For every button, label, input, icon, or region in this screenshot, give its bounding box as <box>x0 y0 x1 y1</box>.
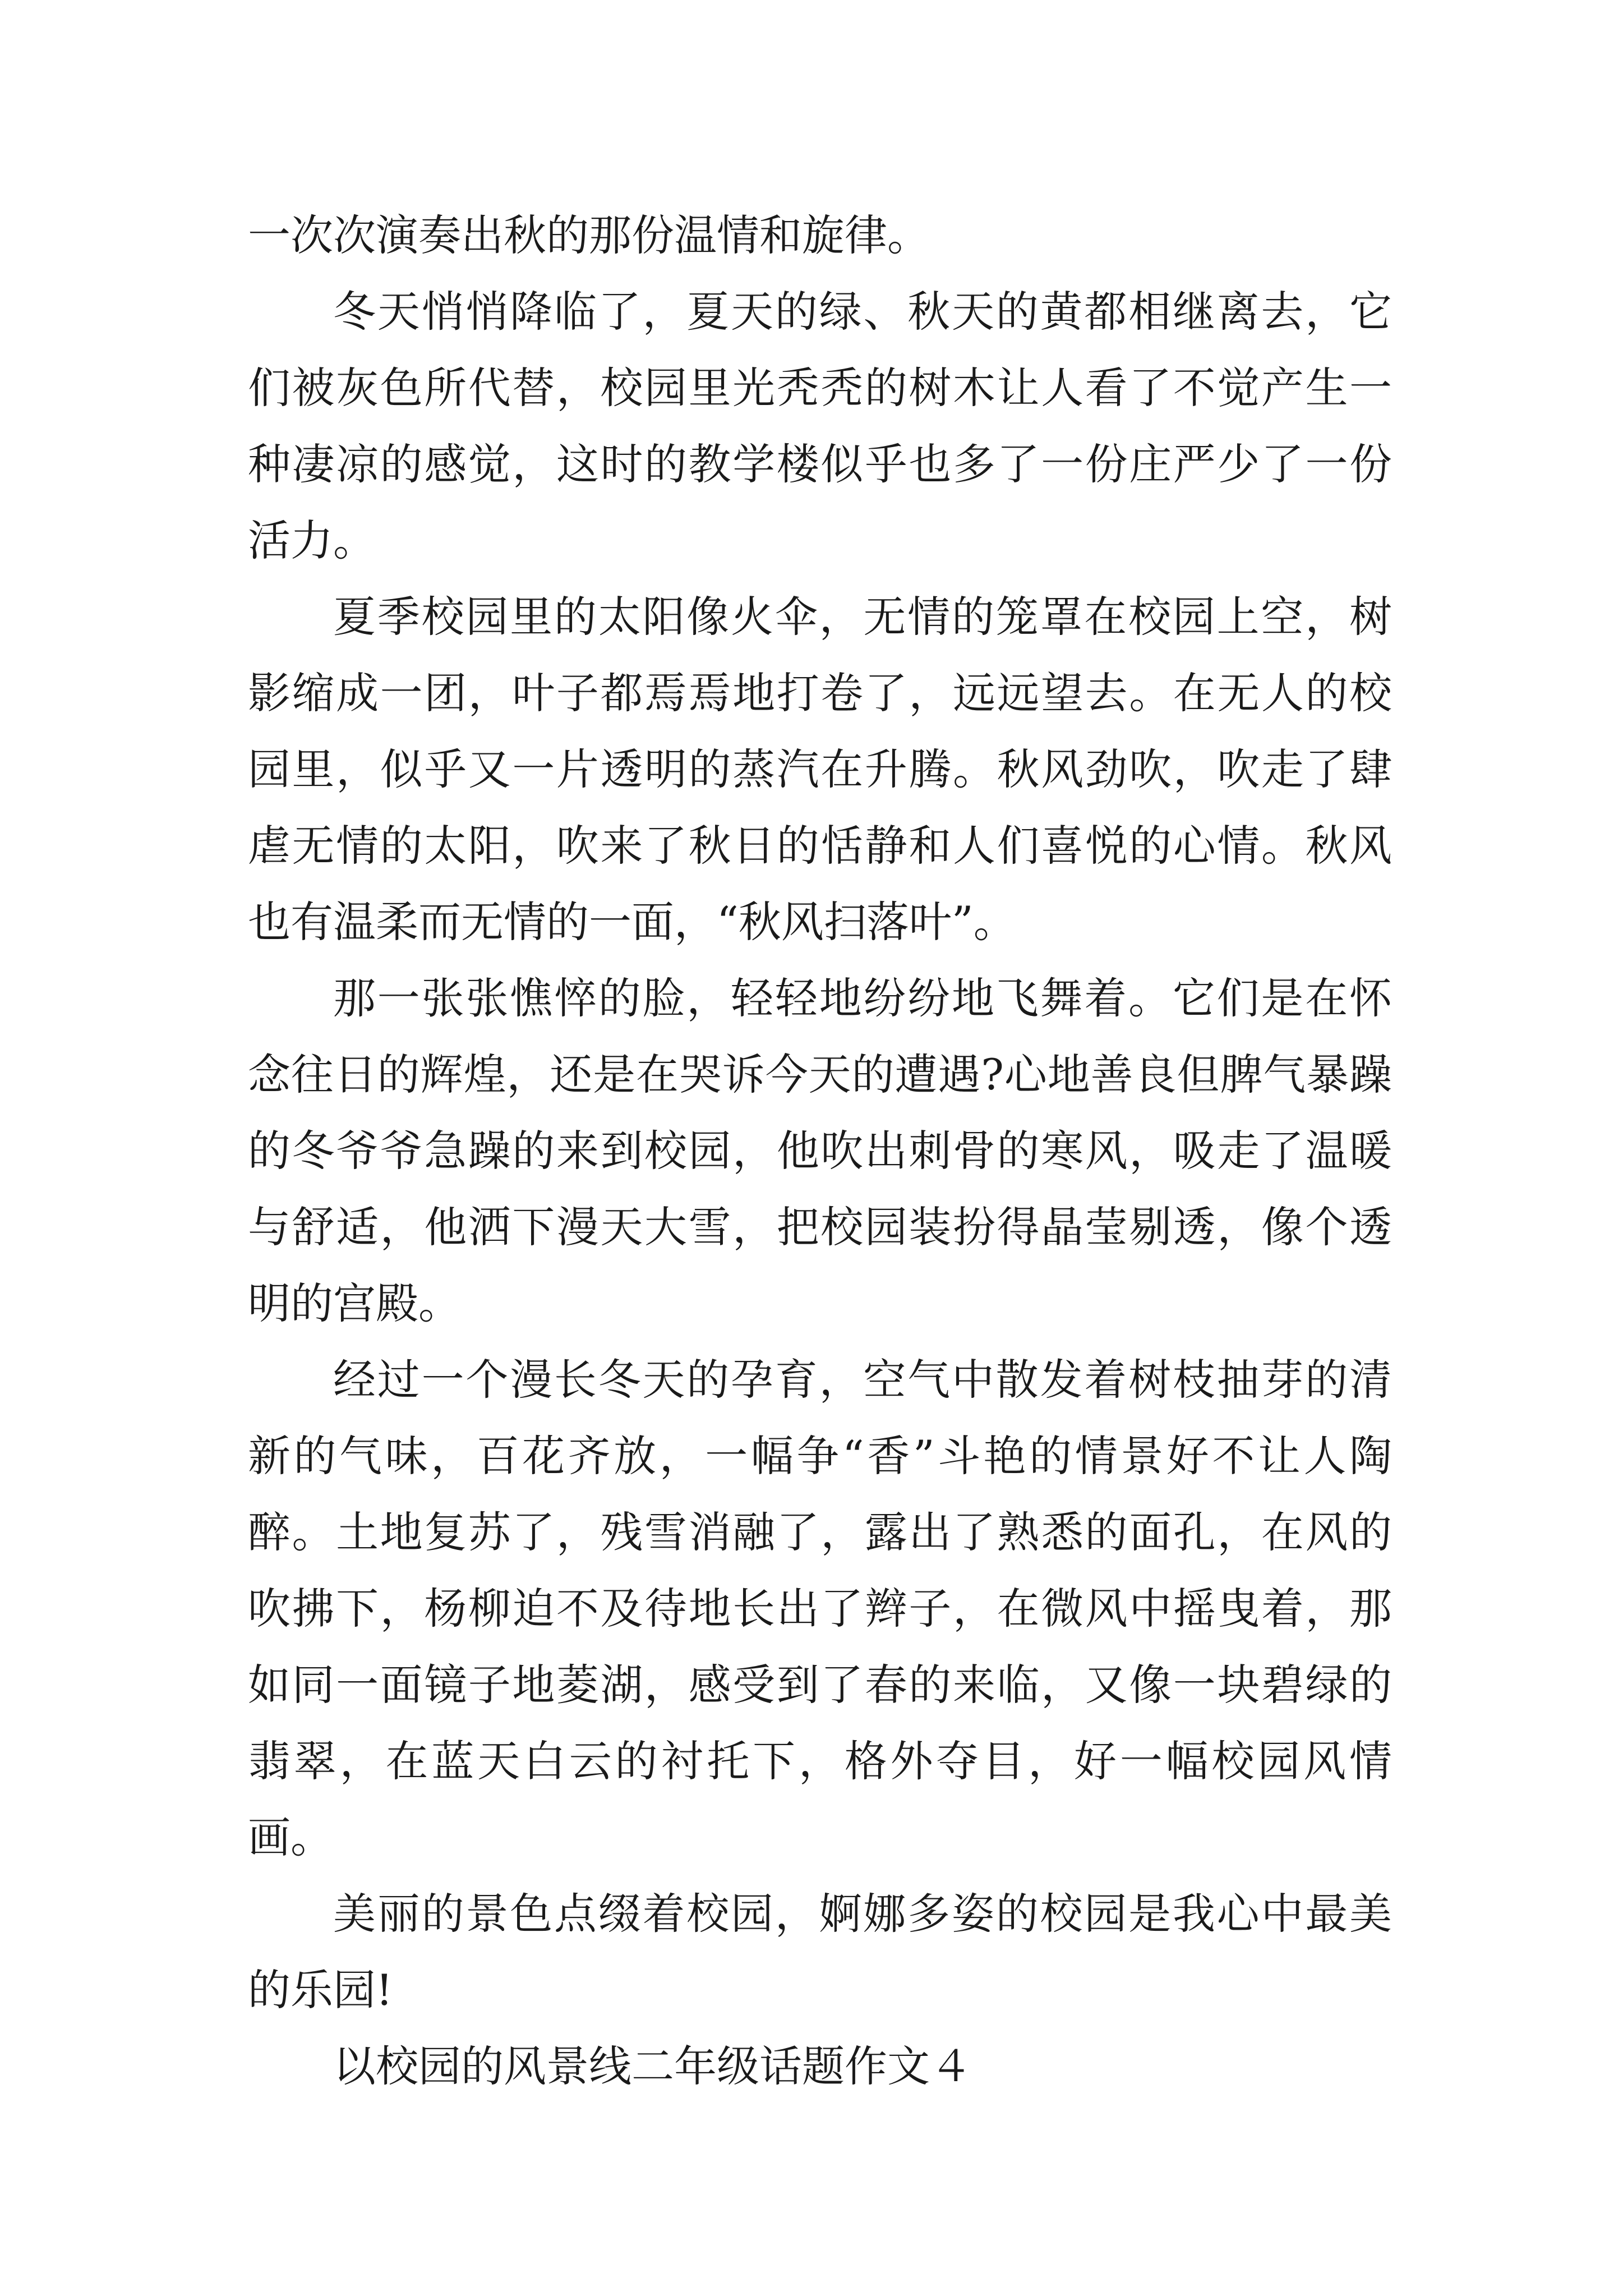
paragraph-4: 那一张张憔悴的脸，轻轻地纷纷地飞舞着。它们是在怀念往日的辉煌，还是在哭诉今天的遭遇?心地善良但脾气暴躁的冬爷爷急躁的来到校园，他吹出刺骨的寒风，吸走了温暖与舒适，他洒下漫天大雪，把校园装扮得晶莹剔透，像个透明的宫殿。 <box>248 973 1392 1328</box>
paragraph-5: 经过一个漫长冬天的孕育，空气中散发着树枝抽芽的清新的气味，百花齐放，一幅争“香”斗艳的情景好不让人陶醉。土地复苏了，残雪消融了，露出了熟悉的面孔，在风的吹拂下，杨柳迫不及待地长出了辫子，在微风中摇曳着，那如同一面镜子地菱湖，感受到了春的来临，又像一块碧绿的翡翠，在蓝天白云的衬托下，格外夺目，好一幅校园风情画。 <box>248 1355 1392 1862</box>
document-body <box>248 197 1392 2105</box>
paragraph-1: 一次次演奏出秋的那份温情和旋律。 <box>248 210 930 260</box>
paragraph-2: 冬天悄悄降临了，夏天的绿、秋天的黄都相继离去，它们被灰色所代替，校园里光秃秃的树木让人看了不觉产生一种凄凉的感觉，这时的教学楼似乎也多了一份庄严少了一份活力。 <box>248 287 1392 565</box>
section-heading: 以校园的风景线二年级话题作文４ <box>333 2041 972 2091</box>
paragraph-3: 夏季校园里的太阳像火伞，无情的笼罩在校园上空，树影缩成一团，叶子都焉焉地打卷了，远远望去。在无人的校园里，似乎又一片透明的蒸汽在升腾。秋风劲吹，吹走了肆虐无情的太阳，吹来了秋日的恬静和人们喜悦的心情。秋风也有温柔而无情的一面，“秋风扫落叶”。 <box>248 592 1392 947</box>
paragraph-6: 美丽的景色点缀着校园，婀娜多姿的校园是我心中最美的乐园! <box>248 1889 1392 2015</box>
